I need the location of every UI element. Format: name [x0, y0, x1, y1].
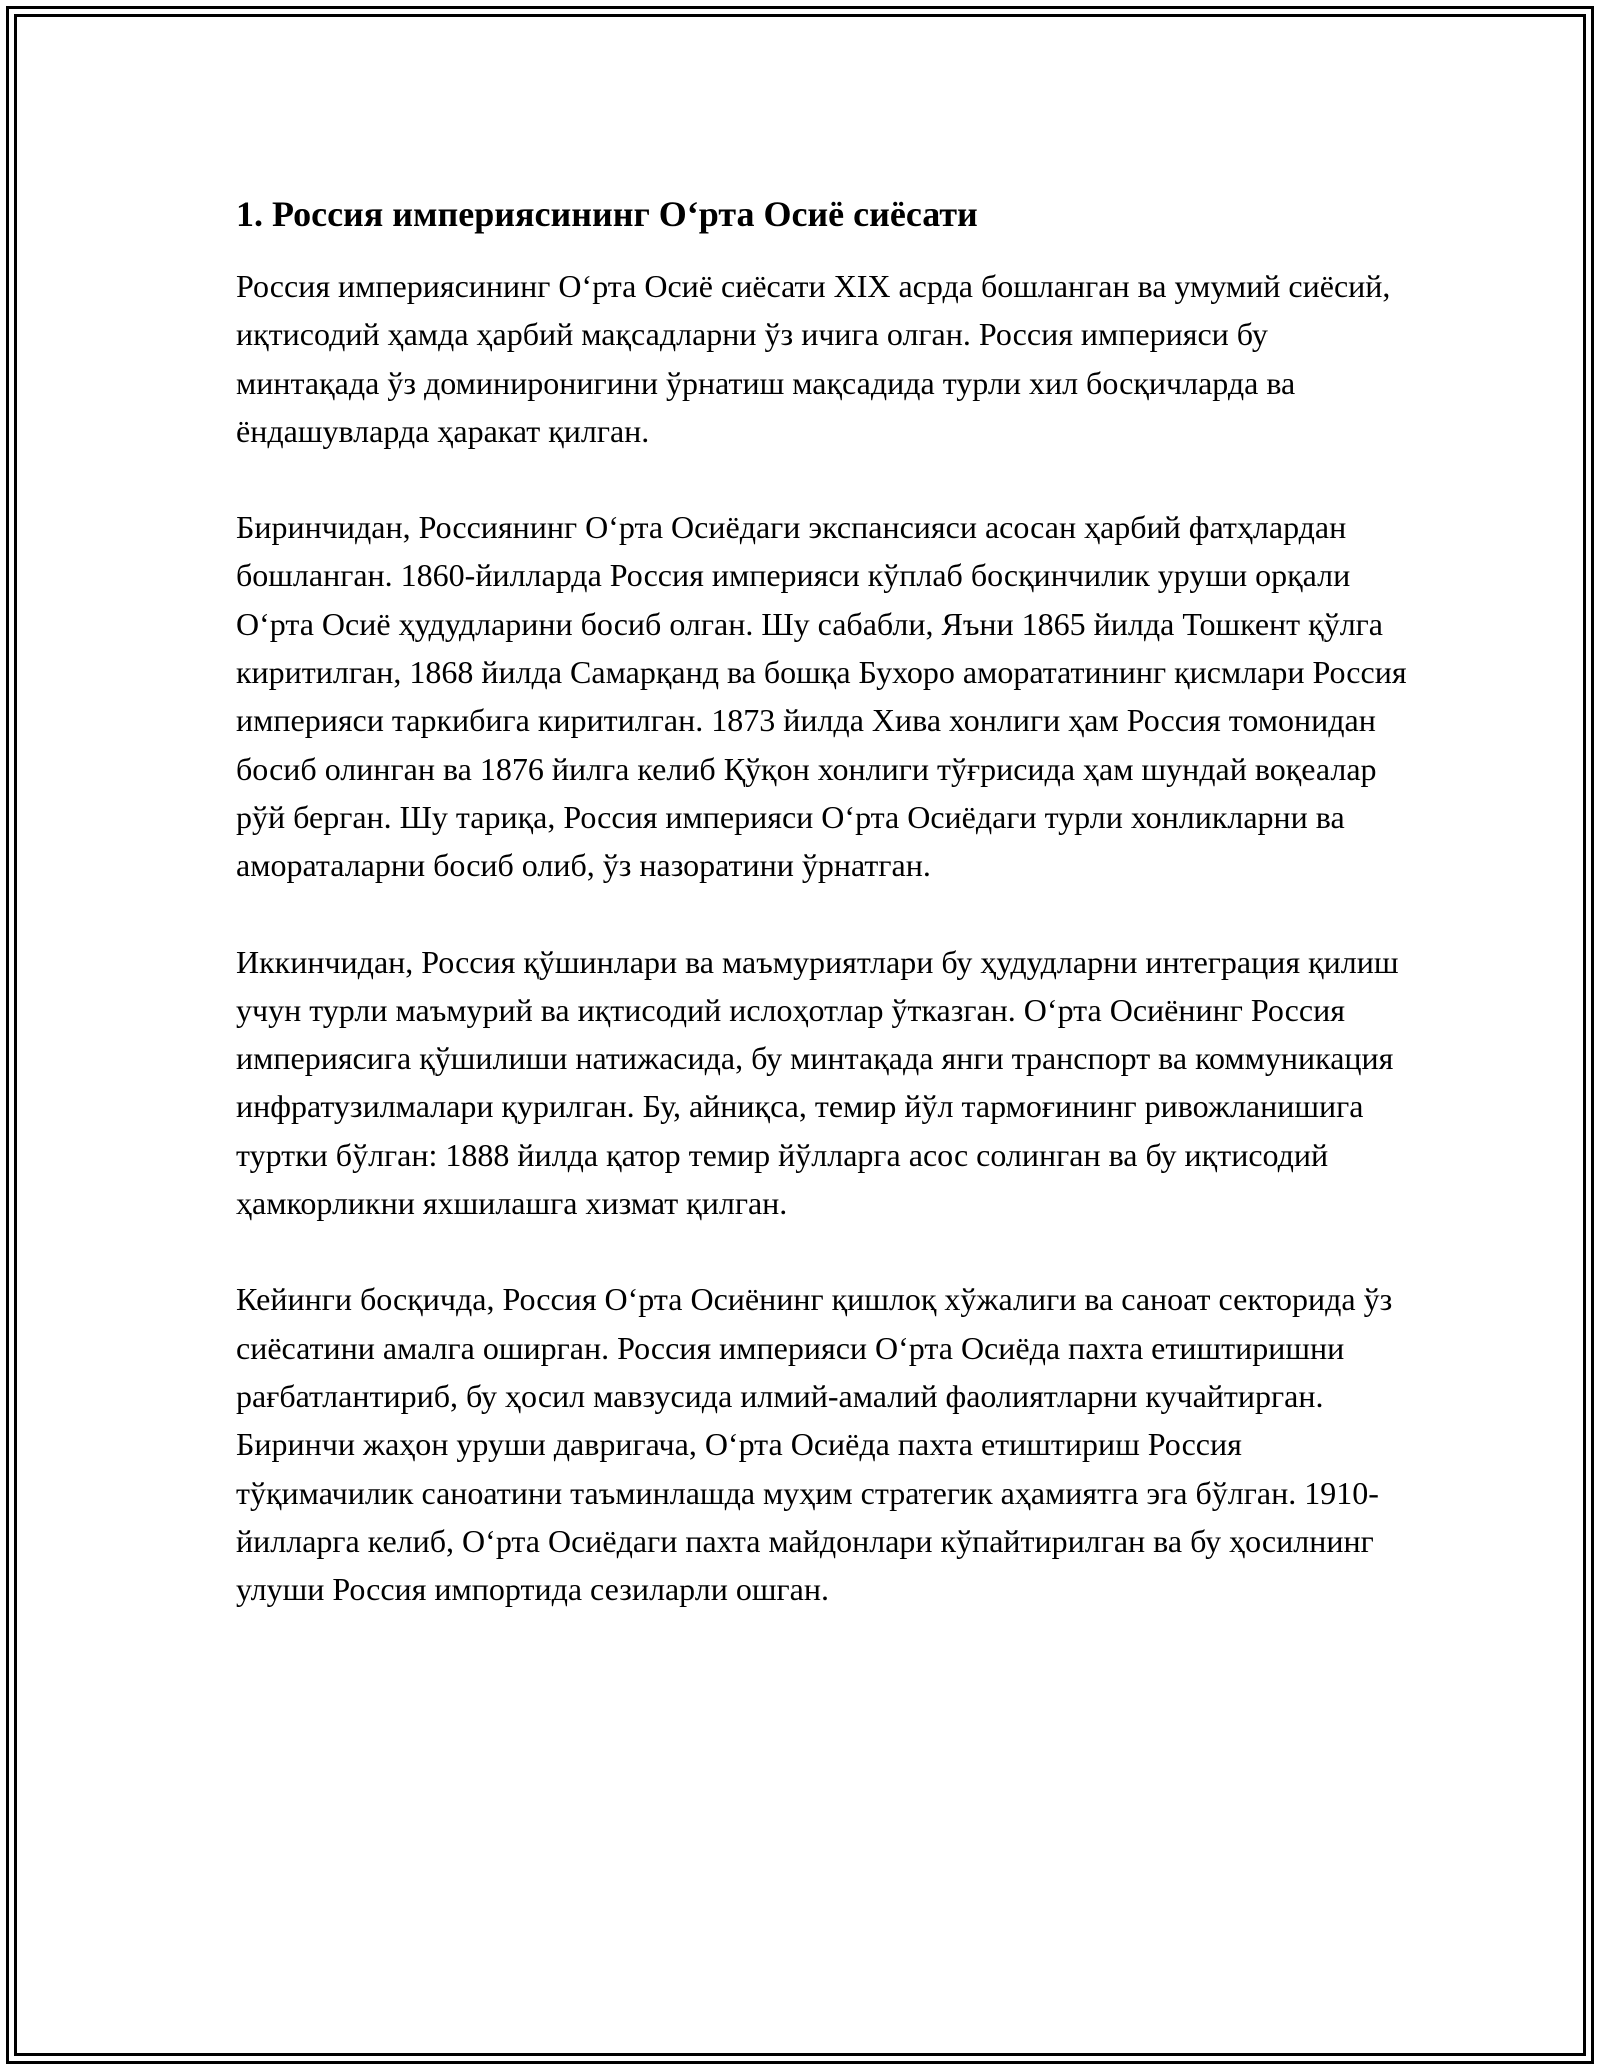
paragraph-administrative-reforms: Иккинчидан, Россия қўшинлари ва маъмуриятлари бу ҳудудларни интеграция қилиш учун турли маъмурий ва иқтисодий ислоҳотлар ўтказган. Оʻрта Осиёнинг Россия империясига қўшилиши натижасида, бу минтақада янги транспорт ва коммуникация инфратузилмалари қурилган. Бу, айниқса, темир йўл тармоғининг ривожланишига туртки бўлган: 1888 йилда қатор темир йўлларга асос солинган ва бу иқтисодий ҳамкорликни яхшилашга хизмат қилган.	[236, 943, 1399, 1222]
section-heading: 1. Россия империясининг Оʻрта Осиё сиёсати	[236, 194, 978, 234]
document-body	[236, 186, 1416, 1661]
paragraph-intro: Россия империясининг Оʻрта Осиё сиёсати XIX асрда бошланган ва умумий сиёсий, иқтисодий ҳамда ҳарбий мақсадларни ўз ичига олган. Россия империяси бу минтақада ўз доминиронигини ўрнатиш мақсадида турли хил босқичларда ва ёндашувларда ҳаракат қилган.	[236, 268, 1391, 449]
paragraph-agriculture-industry: Кейинги босқичда, Россия Оʻрта Осиёнинг қишлоқ хўжалиги ва саноат секторида ўз сиёсатини амалга оширган. Россия империяси Оʻрта Осиёда пахта етиштиришни рағбатлантириб, бу ҳосил мавзусида илмий-амалий фаолиятларни кучайтирган. Биринчи жаҳон уруши давригача, Оʻрта Осиёда пахта етиштириш Россия тўқимачилик саноатини таъминлашда муҳим стратегик аҳамиятга эга бўлган. 1910-йилларга келиб, Оʻрта Осиёдаги пахта майдонлари кўпайтирилган ва бу ҳосилнинг улуши Россия импортида сезиларли ошган.	[236, 1281, 1393, 1608]
paragraph-military-conquest: Биринчидан, Россиянинг Оʻрта Осиёдаги экспансияси асосан ҳарбий фатҳлардан бошланган. 1860-йилларда Россия империяси кўплаб босқинчилик уруши орқали Оʻрта Осиё ҳудудларини босиб олган. Шу сабабли, Яъни 1865 йилда Тошкент қўлга киритилган, 1868 йилда Самарқанд ва бошқа Бухоро аморататининг қисмлари Россия империяси таркибига киритилган. 1873 йилда Хива хонлиги ҳам Россия томонидан босиб олинган ва 1876 йилга келиб Қўқон хонлиги тўғрисида ҳам шундай воқеалар рўй берган. Шу тариқа, Россия империяси Оʻрта Осиёдаги турли хонликларни ва амораталарни босиб олиб, ўз назоратини ўрнатган.	[236, 509, 1407, 884]
